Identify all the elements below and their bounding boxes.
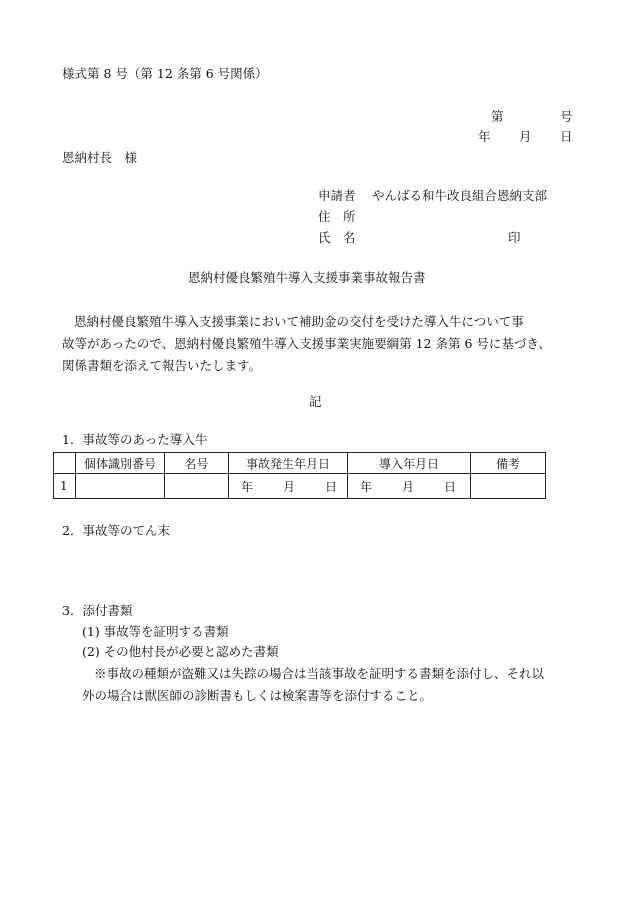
body-paragraph [62, 311, 582, 377]
doc-date-year: 年 [478, 129, 491, 144]
cell-id [76, 474, 165, 499]
applicant-name: やんばる和牛改良組合恩納支部 [372, 188, 548, 203]
note-line-1: ※事故の種類が盗難又は失踪の場合は当該事故を証明する書類を添付し、それ以 [94, 666, 545, 681]
intro-month: 月 [402, 479, 415, 494]
doc-date-day: 日 [560, 129, 573, 144]
column-header-intro-date: 導入年月日 [348, 453, 471, 474]
table-header-row [54, 453, 546, 474]
doc-date-month: 月 [519, 129, 532, 144]
cell-no: 1 [54, 474, 76, 499]
note-line-2: 外の場合は獣医師の診断書もしくは検案書等を添付すること。 [82, 688, 433, 703]
accident-year: 年 [241, 479, 254, 494]
intro-day: 日 [444, 479, 457, 494]
intro-year: 年 [360, 479, 373, 494]
attachment-note [82, 663, 582, 707]
column-header-accident-date: 事故発生年月日 [229, 453, 348, 474]
doc-number-dai: 第 [491, 109, 504, 124]
cell-remarks [471, 474, 546, 499]
cell-accident-date [229, 474, 348, 499]
accident-day: 日 [325, 479, 338, 494]
column-header-no [54, 453, 76, 474]
form-number: 様式第 8 号（第 12 条第 6 号関係） [62, 66, 268, 81]
document-title: 恩納村優良繁殖牛導入支援事業事故報告書 [188, 270, 426, 285]
accident-table [53, 452, 546, 499]
section2-heading: 2．事故等のてん末 [62, 523, 170, 538]
column-header-id: 個体識別番号 [76, 453, 165, 474]
body-line-2: 故等があったので、恩納村優良繁殖牛導入支援事業実施要綱第 12 条第 6 号に基づき、 [62, 336, 551, 351]
accident-month: 月 [283, 479, 296, 494]
applicant-label: 申請者 [318, 188, 356, 203]
address-label: 住 所 [318, 209, 356, 224]
section3-heading: 3．添付書類 [62, 603, 133, 618]
attachment-item-1: (1) 事故等を証明する書類 [82, 624, 229, 639]
body-line-1: 恩納村優良繁殖牛導入支援事業において補助金の交付を受けた導入牛について事 [74, 314, 524, 329]
seal-mark: 印 [508, 230, 521, 245]
ki-heading: 記 [309, 394, 322, 409]
attachment-item-2: (2) その他村長が必要と認めた書類 [82, 644, 279, 659]
cell-intro-date [348, 474, 471, 499]
body-line-3: 関係書類を添えて報告いたします。 [62, 358, 262, 373]
doc-number-go: 号 [560, 109, 573, 124]
name-label: 氏 名 [318, 230, 356, 245]
addressee: 恩納村長 様 [62, 150, 138, 165]
column-header-name: 名号 [165, 453, 229, 474]
section1-heading: 1．事故等のあった導入牛 [62, 432, 208, 447]
cell-name [165, 474, 229, 499]
table-row [54, 474, 546, 499]
column-header-remarks: 備考 [471, 453, 546, 474]
